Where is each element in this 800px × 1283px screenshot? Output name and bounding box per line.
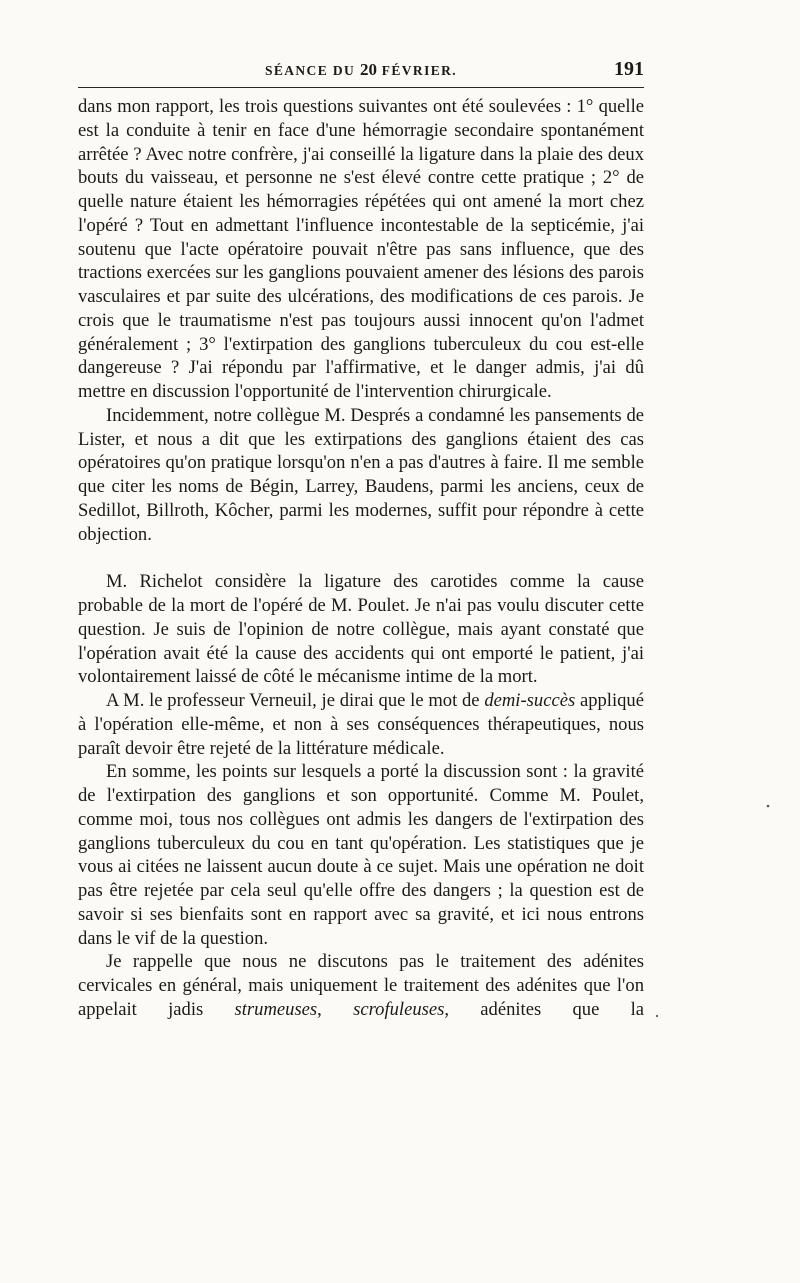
running-title-date: 20 — [359, 60, 377, 79]
verneuil-text-start: A M. le professeur Verneuil, je dirai que le mot de — [106, 690, 485, 711]
header-rule — [78, 87, 644, 88]
body-text — [78, 95, 644, 1022]
page-number: 191 — [614, 58, 644, 80]
adenites-separator: , — [317, 998, 354, 1020]
paragraph-continuation: dans mon rapport, les trois questions suivantes ont été soulevées : 1° quelle est la conduite à tenir en face d'une hémorragie secondaire spontanément arrêtée ? Avec notre confrère, j'ai conseillé la ligature dans la plaie des deux bouts du vaisseau, et personne ne s'est élevé contre cette pratique ; 2° de quelle nature étaient les hémorragies répétées qui ont amené la mort chez l'opéré ? Tout en admettant l'influence incontestable de la septicémie, j'ai soutenu que l'acte opératoire pouvait n'être pas sans influence, que des tractions exercées sur les ganglions pouvaient amener des lésions des parois vasculaires et par suite des ulcérations, des modifications de ces parois. Je crois que le traumatisme n'est pas toujours aussi innocent qu'on l'admet généralement ; 3° l'extirpation des ganglions tuberculeux du cou est-elle dangereuse ? J'ai répondu par l'affirmative, et le danger admis, j'ai dû mettre en discussion l'opportunité de l'intervention chirurgicale. — [78, 96, 644, 402]
adenites-emphasis-1: strumeuses — [234, 998, 318, 1020]
running-title-post: FÉVRIER. — [376, 63, 458, 78]
paragraph-despres: Incidemment, notre collègue M. Després a condamné les pansements de Lister, et nous a dit que les extirpations des ganglions étaient des cas opératoires qu'on pratique lorsqu'on n'en a pas d'autres à faire. Il me semble que citer les noms de Bégin, Larrey, Baudens, parmi les anciens, ceux de Sedillot, Billroth, Kôcher, parmi les modernes, suffit pour répondre à cette objection. — [78, 404, 644, 545]
speck-2 — [656, 1015, 658, 1017]
verneuil-text-end: appliqué à l'opération elle-même, et non à ses conséquences thérapeutiques, nous paraît devoir être rejeté de la littérature médicale. — [78, 690, 644, 759]
adenites-emphasis-2: scrofuleuses — [353, 998, 445, 1020]
speck-1 — [767, 805, 770, 808]
adenites-text-start: Je rappelle que nous ne discutons pas le traitement des adénites cervicales en général, mais uniquement le traitement des adénites que l'on appelait jadis — [78, 951, 644, 1020]
verneuil-emphasis: demi-succès — [484, 690, 576, 711]
running-title-pre: SÉANCE DU — [264, 63, 360, 78]
paragraph-richelot: M. Richelot considère la ligature des carotides comme la cause probable de la mort de l'opéré de M. Poulet. Je n'ai pas voulu discuter cette question. Je suis de l'opinion de notre collègue, mais ayant constaté que l'opération avait été la cause des accidents qui ont emporté le patient, j'ai volontairement laissé de côté le mécanisme intime de la mort. — [78, 571, 644, 688]
paragraph-adenites — [78, 950, 644, 1021]
running-header — [78, 58, 644, 84]
running-title — [78, 60, 644, 80]
adenites-text-end: , adénites que la — [444, 998, 645, 1020]
paragraph-verneuil — [78, 689, 644, 760]
paragraph-en-somme: En somme, les points sur lesquels a porté la discussion sont : la gravité de l'extirpation des ganglions et son opportunité. Comme M. Poulet, comme moi, tous nos collègues ont admis les dangers de l'extirpation des ganglions tuberculeux du cou en tant qu'opération. Les statistiques que je vous ai citées ne laissent aucun doute à ce sujet. Mais une opération ne doit pas être rejetée par cela seul qu'elle offre des dangers ; la question est de savoir si ses bienfaits sont en rapport avec sa gravité, et ici nous entrons dans le vif de la question. — [78, 761, 644, 949]
